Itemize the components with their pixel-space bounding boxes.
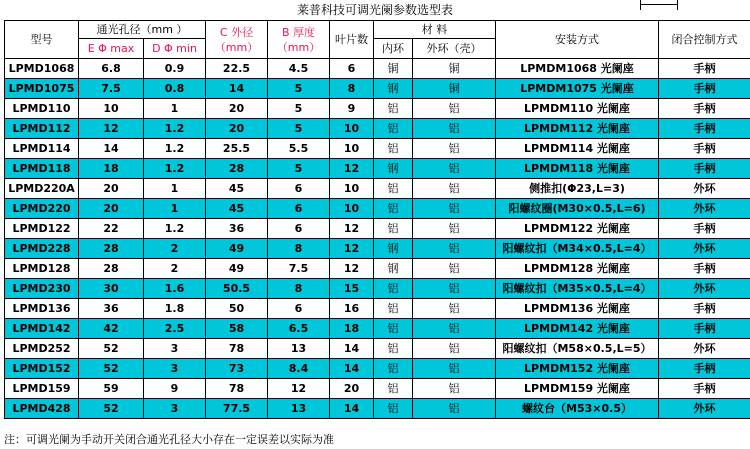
spec-table-body	[5, 59, 750, 419]
cell-mounting: 阳螺纹扣（M35×0.5,L=4）	[496, 279, 659, 299]
cell-outer-material: 铝	[413, 139, 496, 159]
cell-blades: 10	[330, 139, 374, 159]
cell-inner-material: 铝	[374, 119, 413, 139]
cell-dmin: 2.5	[144, 319, 206, 339]
cell-thickness: 8	[268, 279, 330, 299]
cell-inner-material: 铝	[374, 299, 413, 319]
cell-blades: 15	[330, 279, 374, 299]
cell-model: LPMD110	[5, 99, 79, 119]
cell-model: LPMD159	[5, 379, 79, 399]
cell-mounting: LPMDM1068 光阑座	[496, 59, 659, 79]
cell-dmin: 9	[144, 379, 206, 399]
table-row	[5, 399, 750, 419]
cell-outer-diameter: 45	[206, 199, 268, 219]
cell-outer-material: 铝	[413, 159, 496, 179]
cell-outer-diameter: 78	[206, 339, 268, 359]
cell-emax: 28	[79, 259, 144, 279]
cell-control: 手柄	[659, 219, 750, 239]
header-thickness-unit: （mm）	[276, 40, 321, 54]
cell-outer-diameter: 22.5	[206, 59, 268, 79]
cell-dmin: 1.2	[144, 219, 206, 239]
cell-inner-material: 铝	[374, 279, 413, 299]
cell-control: 手柄	[659, 99, 750, 119]
cell-emax: 42	[79, 319, 144, 339]
cell-inner-material: 钢	[374, 259, 413, 279]
cell-control: 手柄	[659, 299, 750, 319]
table-row	[5, 219, 750, 239]
cell-emax: 12	[79, 119, 144, 139]
cell-blades: 16	[330, 299, 374, 319]
cell-emax: 22	[79, 219, 144, 239]
cell-dmin: 1.8	[144, 299, 206, 319]
table-row	[5, 379, 750, 399]
table-row	[5, 279, 750, 299]
cell-control: 手柄	[659, 319, 750, 339]
table-row	[5, 199, 750, 219]
cell-emax: 52	[79, 339, 144, 359]
cell-control: 外环	[659, 279, 750, 299]
table-row	[5, 119, 750, 139]
header-outer-shell: 外环（壳）	[413, 39, 496, 59]
cell-outer-material: 铝	[413, 279, 496, 299]
cell-thickness: 6.5	[268, 319, 330, 339]
cell-outer-material: 铝	[413, 199, 496, 219]
dimension-mark-icon	[640, 4, 678, 15]
cell-control: 手柄	[659, 139, 750, 159]
header-outer-diameter-unit: （mm）	[214, 40, 259, 54]
header-emax: E Φ max	[79, 39, 144, 59]
cell-inner-material: 铝	[374, 99, 413, 119]
footnote: 注：可调光阑为手动开关闭合通光孔径大小存在一定误差以实际为准	[4, 433, 334, 446]
cell-control: 外环	[659, 399, 750, 419]
cell-thickness: 13	[268, 399, 330, 419]
cell-thickness: 8.4	[268, 359, 330, 379]
header-control: 闭合控制方式	[659, 21, 750, 59]
cell-outer-diameter: 25.5	[206, 139, 268, 159]
cell-mounting: 阳螺纹圈(M30×0.5,L=6)	[496, 199, 659, 219]
header-row-1	[5, 21, 750, 39]
cell-emax: 59	[79, 379, 144, 399]
cell-model: LPMD118	[5, 159, 79, 179]
header-model: 型号	[5, 21, 79, 59]
cell-mounting: LPMDM142 光阑座	[496, 319, 659, 339]
cell-outer-material: 铝	[413, 179, 496, 199]
cell-mounting: 阳螺纹扣（M58×0.5,L=5）	[496, 339, 659, 359]
cell-thickness: 8	[268, 239, 330, 259]
cell-outer-material: 铝	[413, 219, 496, 239]
cell-mounting: LPMDM128 光阑座	[496, 259, 659, 279]
cell-control: 手柄	[659, 59, 750, 79]
cell-model: LPMD252	[5, 339, 79, 359]
cell-mounting: LPMDM110 光阑座	[496, 99, 659, 119]
cell-dmin: 1.2	[144, 119, 206, 139]
cell-blades: 9	[330, 99, 374, 119]
cell-control: 外环	[659, 179, 750, 199]
cell-outer-material: 铝	[413, 319, 496, 339]
cell-control: 手柄	[659, 159, 750, 179]
cell-model: LPMD128	[5, 259, 79, 279]
cell-blades: 12	[330, 239, 374, 259]
table-row	[5, 239, 750, 259]
cell-mounting: LPMDM159 光阑座	[496, 379, 659, 399]
cell-model: LPMD142	[5, 319, 79, 339]
cell-model: LPMD1068	[5, 59, 79, 79]
table-row	[5, 319, 750, 339]
cell-outer-diameter: 50.5	[206, 279, 268, 299]
cell-mounting: 阳螺纹扣（M34×0.5,L=4）	[496, 239, 659, 259]
table-row	[5, 59, 750, 79]
cell-inner-material: 铜	[374, 59, 413, 79]
cell-mounting: LPMDM122 光阑座	[496, 219, 659, 239]
cell-inner-material: 铝	[374, 139, 413, 159]
cell-dmin: 0.8	[144, 79, 206, 99]
cell-dmin: 2	[144, 259, 206, 279]
cell-model: LPMD220	[5, 199, 79, 219]
cell-model: LPMD1075	[5, 79, 79, 99]
cell-inner-material: 钢	[374, 79, 413, 99]
cell-dmin: 3	[144, 359, 206, 379]
cell-mounting: LPMDM1075 光阑座	[496, 79, 659, 99]
cell-outer-diameter: 77.5	[206, 399, 268, 419]
cell-outer-material: 铝	[413, 119, 496, 139]
cell-blades: 18	[330, 319, 374, 339]
cell-mounting: LPMDM118 光阑座	[496, 159, 659, 179]
cell-dmin: 1	[144, 199, 206, 219]
cell-inner-material: 铝	[374, 379, 413, 399]
cell-outer-material: 铝	[413, 399, 496, 419]
cell-outer-material: 铝	[413, 259, 496, 279]
cell-dmin: 3	[144, 339, 206, 359]
header-outer-diameter-label: C 外径	[219, 25, 254, 39]
cell-thickness: 6	[268, 199, 330, 219]
cell-model: LPMD220A	[5, 179, 79, 199]
cell-blades: 10	[330, 179, 374, 199]
cell-control: 外环	[659, 239, 750, 259]
cell-outer-diameter: 49	[206, 239, 268, 259]
cell-emax: 30	[79, 279, 144, 299]
cell-outer-diameter: 20	[206, 99, 268, 119]
header-aperture: 通光孔径（mm ）	[79, 21, 206, 39]
cell-dmin: 1	[144, 99, 206, 119]
cell-thickness: 5	[268, 79, 330, 99]
cell-outer-material: 铝	[413, 299, 496, 319]
header-inner-ring: 内环	[374, 39, 413, 59]
header-blades: 叶片数	[330, 21, 374, 59]
cell-model: LPMD112	[5, 119, 79, 139]
cell-mounting: LPMDM112 光阑座	[496, 119, 659, 139]
header-mounting: 安装方式	[496, 21, 659, 59]
cell-dmin: 1.2	[144, 159, 206, 179]
cell-blades: 12	[330, 259, 374, 279]
cell-blades: 10	[330, 119, 374, 139]
cell-mounting: LPMDM152 光阑座	[496, 359, 659, 379]
cell-outer-diameter: 20	[206, 119, 268, 139]
table-row	[5, 139, 750, 159]
header-outer-diameter	[206, 21, 268, 59]
cell-outer-material: 铜	[413, 79, 496, 99]
cell-dmin: 0.9	[144, 59, 206, 79]
table-row	[5, 99, 750, 119]
cell-emax: 10	[79, 99, 144, 119]
cell-thickness: 12	[268, 379, 330, 399]
cell-emax: 28	[79, 239, 144, 259]
cell-dmin: 1.2	[144, 139, 206, 159]
cell-outer-diameter: 45	[206, 179, 268, 199]
cell-mounting: 侧推扣(Φ23,L=3)	[496, 179, 659, 199]
cell-blades: 8	[330, 79, 374, 99]
cell-model: LPMD122	[5, 219, 79, 239]
cell-emax: 14	[79, 139, 144, 159]
cell-dmin: 1.6	[144, 279, 206, 299]
cell-inner-material: 铝	[374, 319, 413, 339]
cell-model: LPMD136	[5, 299, 79, 319]
cell-inner-material: 铝	[374, 179, 413, 199]
cell-thickness: 5.5	[268, 139, 330, 159]
cell-control: 手柄	[659, 119, 750, 139]
cell-outer-diameter: 58	[206, 319, 268, 339]
cell-blades: 10	[330, 199, 374, 219]
cell-thickness: 6	[268, 299, 330, 319]
cell-blades: 20	[330, 379, 374, 399]
cell-inner-material: 铝	[374, 399, 413, 419]
cell-inner-material: 铝	[374, 199, 413, 219]
cell-inner-material: 钢	[374, 159, 413, 179]
cell-dmin: 3	[144, 399, 206, 419]
cell-outer-material: 铝	[413, 359, 496, 379]
table-row	[5, 179, 750, 199]
cell-inner-material: 铝	[374, 359, 413, 379]
cell-inner-material: 铝	[374, 339, 413, 359]
cell-thickness: 7.5	[268, 259, 330, 279]
cell-emax: 7.5	[79, 79, 144, 99]
cell-outer-diameter: 50	[206, 299, 268, 319]
table-row	[5, 79, 750, 99]
cell-thickness: 6	[268, 179, 330, 199]
header-dmin: D Φ min	[144, 39, 206, 59]
cell-outer-diameter: 14	[206, 79, 268, 99]
cell-outer-diameter: 78	[206, 379, 268, 399]
cell-control: 手柄	[659, 259, 750, 279]
cell-dmin: 2	[144, 239, 206, 259]
cell-outer-diameter: 28	[206, 159, 268, 179]
header-thickness	[268, 21, 330, 59]
cell-emax: 52	[79, 399, 144, 419]
cell-outer-diameter: 36	[206, 219, 268, 239]
spec-table	[4, 20, 750, 419]
cell-model: LPMD114	[5, 139, 79, 159]
cell-thickness: 5	[268, 99, 330, 119]
cell-thickness: 13	[268, 339, 330, 359]
cell-blades: 12	[330, 159, 374, 179]
cell-outer-material: 铝	[413, 239, 496, 259]
cell-mounting: 螺纹台（M53×0.5）	[496, 399, 659, 419]
cell-outer-material: 铜	[413, 59, 496, 79]
table-row	[5, 359, 750, 379]
cell-outer-material: 铝	[413, 339, 496, 359]
table-row	[5, 339, 750, 359]
cell-thickness: 6	[268, 219, 330, 239]
table-row	[5, 159, 750, 179]
cell-blades: 6	[330, 59, 374, 79]
cell-outer-material: 铝	[413, 99, 496, 119]
cell-blades: 14	[330, 359, 374, 379]
cell-control: 手柄	[659, 79, 750, 99]
header-material: 材 料	[374, 21, 496, 39]
cell-outer-material: 铝	[413, 379, 496, 399]
cell-thickness: 5	[268, 159, 330, 179]
cell-model: LPMD428	[5, 399, 79, 419]
cell-emax: 36	[79, 299, 144, 319]
cell-inner-material: 钢	[374, 239, 413, 259]
cell-model: LPMD228	[5, 239, 79, 259]
cell-model: LPMD230	[5, 279, 79, 299]
cell-emax: 6.8	[79, 59, 144, 79]
cell-outer-diameter: 73	[206, 359, 268, 379]
cell-control: 外环	[659, 199, 750, 219]
cell-dmin: 1	[144, 179, 206, 199]
cell-emax: 20	[79, 179, 144, 199]
cell-blades: 14	[330, 339, 374, 359]
cell-emax: 18	[79, 159, 144, 179]
cell-blades: 14	[330, 399, 374, 419]
cell-mounting: LPMDM136 光阑座	[496, 299, 659, 319]
cell-thickness: 4.5	[268, 59, 330, 79]
cell-outer-diameter: 49	[206, 259, 268, 279]
cell-model: LPMD152	[5, 359, 79, 379]
header-thickness-label: B 厚度	[281, 25, 316, 39]
cell-blades: 12	[330, 219, 374, 239]
cell-control: 手柄	[659, 379, 750, 399]
page-title: 莱普科技可调光阑参数选型表	[296, 3, 453, 17]
cell-emax: 20	[79, 199, 144, 219]
cell-control: 手柄	[659, 359, 750, 379]
cell-inner-material: 铝	[374, 219, 413, 239]
table-row	[5, 299, 750, 319]
cell-mounting: LPMDM114 光阑座	[496, 139, 659, 159]
table-row	[5, 259, 750, 279]
cell-control: 外环	[659, 339, 750, 359]
cell-emax: 52	[79, 359, 144, 379]
cell-thickness: 5	[268, 119, 330, 139]
